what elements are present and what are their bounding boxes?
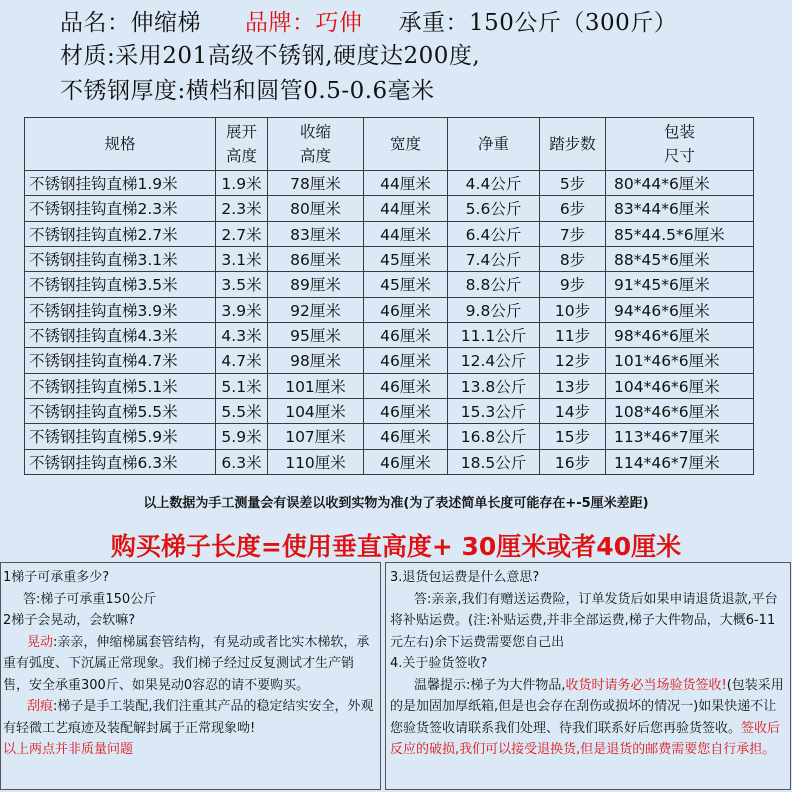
package-size-cell: 108*46*6厘米 bbox=[606, 398, 754, 423]
table-row bbox=[25, 424, 754, 449]
width-cell: 45厘米 bbox=[364, 272, 448, 297]
package-size-cell: 98*46*6厘米 bbox=[606, 322, 754, 347]
expanded-height-cell: 1.9米 bbox=[216, 171, 268, 196]
table-row bbox=[25, 348, 754, 373]
table-row bbox=[25, 196, 754, 221]
faq-q3: 3.退货包运费是什么意思? bbox=[390, 570, 540, 585]
expanded-height-cell: 6.3米 bbox=[216, 449, 268, 474]
expanded-height-cell: 3.9米 bbox=[216, 297, 268, 322]
spec-table bbox=[24, 117, 754, 475]
retracted-height-cell: 95厘米 bbox=[268, 322, 364, 347]
expanded-height-cell: 2.3米 bbox=[216, 196, 268, 221]
faq-q1: 1梯子可承重多少? bbox=[3, 570, 110, 585]
width-cell: 44厘米 bbox=[364, 221, 448, 246]
faq-right-panel bbox=[385, 562, 791, 790]
retracted-height-cell: 80厘米 bbox=[268, 196, 364, 221]
spec-cell: 不锈钢挂钩直梯3.5米 bbox=[25, 272, 216, 297]
faq-q4: 4.关于验货签收? bbox=[390, 656, 488, 671]
retracted-height-cell: 86厘米 bbox=[268, 246, 364, 271]
retracted-height-cell: 98厘米 bbox=[268, 348, 364, 373]
steps-cell: 9步 bbox=[540, 272, 606, 297]
table-row bbox=[25, 373, 754, 398]
table-row bbox=[25, 272, 754, 297]
material-line: 材质:采用201高级不锈钢,硬度达200度, bbox=[60, 43, 481, 69]
table-row bbox=[25, 221, 754, 246]
spec-cell: 不锈钢挂钩直梯2.3米 bbox=[25, 196, 216, 221]
steps-cell: 6步 bbox=[540, 196, 606, 221]
faq-left-footer: 以上两点并非质量问题 bbox=[3, 742, 134, 757]
net-weight-cell: 5.6公斤 bbox=[448, 196, 540, 221]
thickness-line: 不锈钢厚度:横档和圆管0.5-0.6毫米 bbox=[60, 78, 435, 104]
spec-cell: 不锈钢挂钩直梯2.7米 bbox=[25, 221, 216, 246]
retracted-height-cell: 92厘米 bbox=[268, 297, 364, 322]
package-size-cell: 104*46*6厘米 bbox=[606, 373, 754, 398]
width-cell: 46厘米 bbox=[364, 322, 448, 347]
expanded-height-cell: 5.9米 bbox=[216, 424, 268, 449]
package-size-cell: 85*44.5*6厘米 bbox=[606, 221, 754, 246]
net-weight-cell: 4.4公斤 bbox=[448, 171, 540, 196]
retracted-height-cell: 107厘米 bbox=[268, 424, 364, 449]
steps-cell: 10步 bbox=[540, 297, 606, 322]
faq-left-panel bbox=[0, 562, 381, 790]
steps-cell: 11步 bbox=[540, 322, 606, 347]
retracted-height-cell: 89厘米 bbox=[268, 272, 364, 297]
width-cell: 46厘米 bbox=[364, 297, 448, 322]
steps-cell: 7步 bbox=[540, 221, 606, 246]
faq-a4-middle: (包装采用的是加固加厚纸箱,但是也会存在刮伤或损坏的情况一)如果快递不让您验货签收请联系我们处理、待我们联系好后您再验货签收。 bbox=[390, 677, 784, 736]
net-weight-header: 净重 bbox=[448, 118, 540, 171]
steps-header: 踏步数 bbox=[540, 118, 606, 171]
package-size-cell: 101*46*6厘米 bbox=[606, 348, 754, 373]
steps-cell: 5步 bbox=[540, 171, 606, 196]
retracted-height-cell: 104厘米 bbox=[268, 398, 364, 423]
net-weight-cell: 15.3公斤 bbox=[448, 398, 540, 423]
product-name: 品名：伸缩梯 bbox=[60, 10, 201, 36]
package-size-cell: 114*46*7厘米 bbox=[606, 449, 754, 474]
load-capacity: 承重：150公斤（300斤） bbox=[398, 10, 678, 36]
shake-text: :亲亲，伸缩梯属套管结构，有晃动或者比实木梯软，承重有弧度、下沉属正常现象。我们梯子经过反复测试才生产销售，安全承重300斤、如果晃动0容忍的请不要购买。 bbox=[3, 634, 370, 693]
net-weight-cell: 8.8公斤 bbox=[448, 272, 540, 297]
expanded-height-cell: 4.3米 bbox=[216, 322, 268, 347]
shake-label: 晃动 bbox=[27, 634, 54, 650]
net-weight-cell: 7.4公斤 bbox=[448, 246, 540, 271]
retracted-height-cell: 110厘米 bbox=[268, 449, 364, 474]
header-line-1 bbox=[60, 4, 677, 37]
spec-cell: 不锈钢挂钩直梯5.9米 bbox=[25, 424, 216, 449]
table-row bbox=[25, 449, 754, 474]
net-weight-cell: 18.5公斤 bbox=[448, 449, 540, 474]
steps-cell: 8步 bbox=[540, 246, 606, 271]
spec-cell: 不锈钢挂钩直梯6.3米 bbox=[25, 449, 216, 474]
net-weight-cell: 9.8公斤 bbox=[448, 297, 540, 322]
width-cell: 44厘米 bbox=[364, 196, 448, 221]
table-row bbox=[25, 322, 754, 347]
width-cell: 44厘米 bbox=[364, 171, 448, 196]
spec-cell: 不锈钢挂钩直梯3.9米 bbox=[25, 297, 216, 322]
expanded-height-cell: 4.7米 bbox=[216, 348, 268, 373]
steps-cell: 14步 bbox=[540, 398, 606, 423]
net-weight-cell: 12.4公斤 bbox=[448, 348, 540, 373]
width-cell: 46厘米 bbox=[364, 449, 448, 474]
retracted-height-header: 收缩 高度 bbox=[268, 118, 364, 171]
package-size-cell: 88*45*6厘米 bbox=[606, 246, 754, 271]
expanded-height-header: 展开 高度 bbox=[216, 118, 268, 171]
retracted-height-cell: 78厘米 bbox=[268, 171, 364, 196]
width-cell: 46厘米 bbox=[364, 373, 448, 398]
scratch-text: :梯子是手工装配,我们注重其产品的稳定结实安全，外观有轻微工艺痕迹及装配解封属于正常现象呦! bbox=[3, 699, 374, 736]
faq-a4-lead: 温馨提示:梯子为大件物品, bbox=[414, 677, 566, 693]
table-row bbox=[25, 246, 754, 271]
spec-cell: 不锈钢挂钩直梯4.3米 bbox=[25, 322, 216, 347]
width-cell: 46厘米 bbox=[364, 424, 448, 449]
width-cell: 46厘米 bbox=[364, 348, 448, 373]
table-row bbox=[25, 398, 754, 423]
spec-header: 规格 bbox=[25, 118, 216, 171]
steps-cell: 15步 bbox=[540, 424, 606, 449]
spec-cell: 不锈钢挂钩直梯1.9米 bbox=[25, 171, 216, 196]
faq-q2: 2梯子会晃动，会软嘛? bbox=[3, 613, 136, 628]
spec-cell: 不锈钢挂钩直梯3.1米 bbox=[25, 246, 216, 271]
net-weight-cell: 11.1公斤 bbox=[448, 322, 540, 347]
expanded-height-cell: 3.5米 bbox=[216, 272, 268, 297]
table-row bbox=[25, 297, 754, 322]
table-row bbox=[25, 171, 754, 196]
buy-length-tip: 购买梯子长度=使用垂直高度+ 30厘米或者40厘米 bbox=[110, 532, 682, 561]
steps-cell: 12步 bbox=[540, 348, 606, 373]
spec-cell: 不锈钢挂钩直梯4.7米 bbox=[25, 348, 216, 373]
retracted-height-cell: 83厘米 bbox=[268, 221, 364, 246]
package-size-cell: 80*44*6厘米 bbox=[606, 171, 754, 196]
faq-a1: 答:梯子可承重150公斤 bbox=[23, 591, 157, 607]
steps-cell: 16步 bbox=[540, 449, 606, 474]
width-header: 宽度 bbox=[364, 118, 448, 171]
faq-a4-warning: 收货时请务必当场验货签收! bbox=[565, 677, 727, 693]
net-weight-cell: 16.8公斤 bbox=[448, 424, 540, 449]
scratch-label: 刮痕 bbox=[27, 699, 54, 714]
package-size-cell: 113*46*7厘米 bbox=[606, 424, 754, 449]
retracted-height-cell: 101厘米 bbox=[268, 373, 364, 398]
faq-a4-return-policy: 签收后反应的破损,我们可以接受退换货,但是退货的邮费需要您自行承担。 bbox=[390, 720, 781, 757]
net-weight-cell: 13.8公斤 bbox=[448, 373, 540, 398]
package-size-cell: 83*44*6厘米 bbox=[606, 196, 754, 221]
spec-cell: 不锈钢挂钩直梯5.5米 bbox=[25, 398, 216, 423]
expanded-height-cell: 3.1米 bbox=[216, 246, 268, 271]
net-weight-cell: 6.4公斤 bbox=[448, 221, 540, 246]
width-cell: 45厘米 bbox=[364, 246, 448, 271]
measurement-note: 以上数据为手工测量会有误差以收到实物为准(为了表述简单长度可能存在+-5厘米差距) bbox=[143, 496, 649, 511]
package-size-cell: 91*45*6厘米 bbox=[606, 272, 754, 297]
spec-cell: 不锈钢挂钩直梯5.1米 bbox=[25, 373, 216, 398]
package-size-header: 包装 尺寸 bbox=[606, 118, 754, 171]
expanded-height-cell: 2.7米 bbox=[216, 221, 268, 246]
expanded-height-cell: 5.5米 bbox=[216, 398, 268, 423]
steps-cell: 13步 bbox=[540, 373, 606, 398]
faq-a3: 答:亲亲,我们有赠送运费险，订单发货后如果申请退货退款,平台将补贴运费。(注:补贴运费,并非全部运费,梯子大件物品，大概6-11元左右)余下运费需要您自己出 bbox=[390, 591, 778, 650]
expanded-height-cell: 5.1米 bbox=[216, 373, 268, 398]
width-cell: 46厘米 bbox=[364, 398, 448, 423]
spec-table-header bbox=[25, 118, 754, 171]
package-size-cell: 94*46*6厘米 bbox=[606, 297, 754, 322]
brand-name: 品牌：巧伸 bbox=[245, 10, 363, 36]
